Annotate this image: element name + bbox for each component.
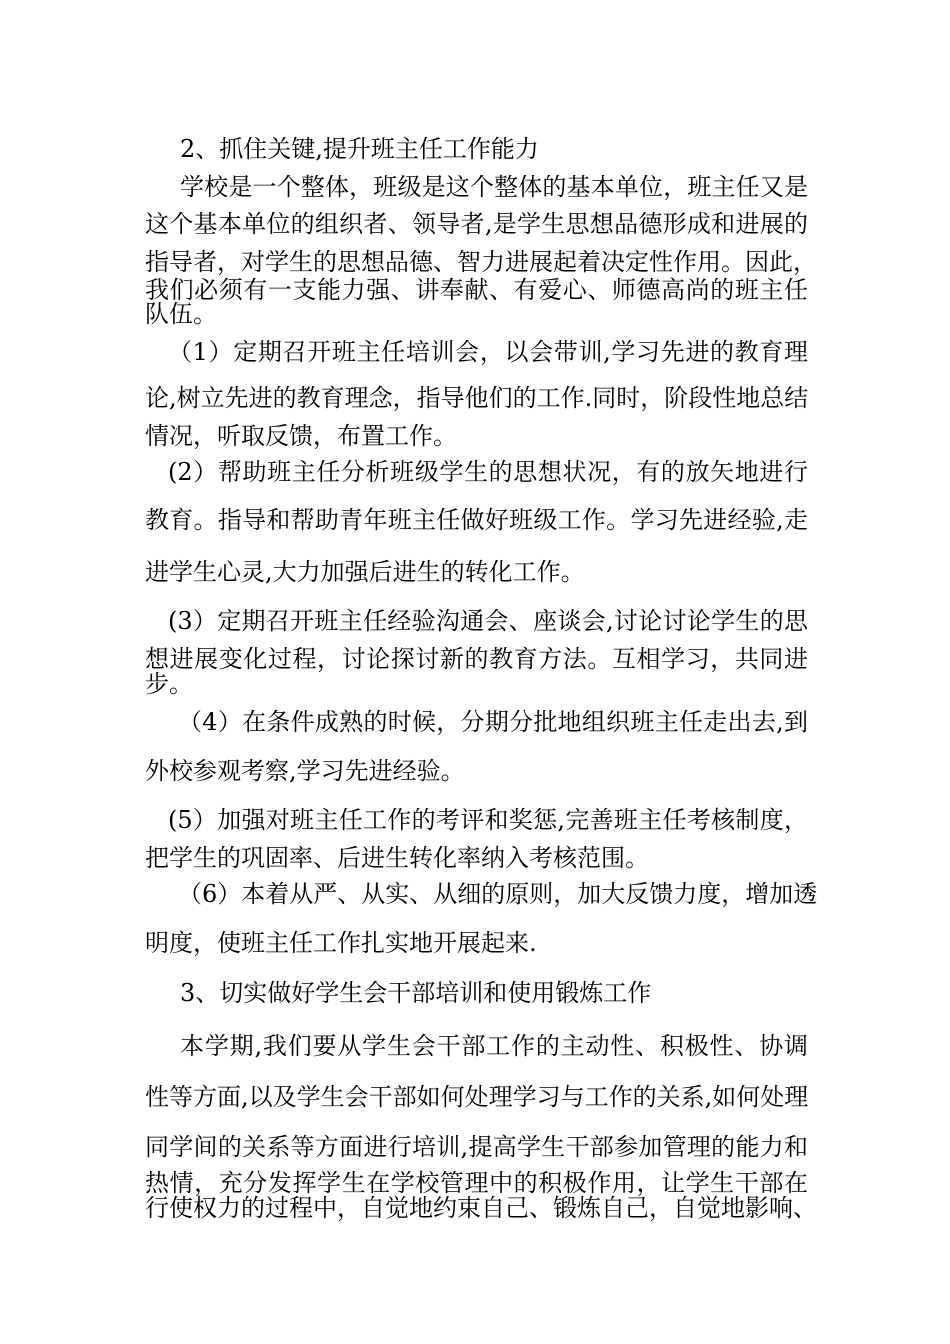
paragraph-line: 指导者，对学生的思想品德、智力进展起着决定性作用。因此， — [145, 248, 817, 276]
paragraph-line: 情况，听取反馈，布置工作。 — [145, 422, 457, 450]
paragraph-line: 学校是一个整体，班级是这个整体的基本单位，班主任又是 — [180, 173, 808, 201]
paragraph-line: 想进展变化过程，讨论探讨新的教育方法。互相学习，共同进 — [145, 645, 808, 673]
paragraph-line: 明度，使班主任工作扎实地开展起来. — [145, 929, 537, 957]
paragraph-line: 把学生的巩固率、后进生转化率纳入考核范围。 — [145, 844, 649, 872]
paragraph-line: 外校参观考察,学习先进经验。 — [145, 757, 465, 785]
paragraph-line: 教育。指导和帮助青年班主任做好班级工作。学习先进经验,走 — [145, 506, 808, 534]
paragraph-line: 同学间的关系等方面进行培训,提高学生干部参加管理的能力和 — [145, 1133, 808, 1161]
paragraph-line: 这个基本单位的组织者、领导者,是学生思想品德形成和进展的 — [145, 210, 808, 238]
paragraph-line: 论,树立先进的教育理念，指导他们的工作.同时，阶段性地总结 — [145, 384, 809, 412]
list-item-4: （4）在条件成熟的时候，分期分批地组织班主任走出去,到 — [178, 708, 808, 736]
paragraph-line: 行使权力的过程中，自觉地约束自己、锻炼自己，自觉地影响、 — [145, 1194, 817, 1222]
list-item-6: （6）本着从严、从实、从细的原则，加大反馈力度，增加透 — [178, 880, 818, 908]
heading-section-2: 2、抓住关键,提升班主任工作能力 — [180, 135, 539, 163]
paragraph-line: 队伍。 — [145, 300, 217, 328]
paragraph-line: 进学生心灵,大力加强后进生的转化工作。 — [145, 558, 585, 586]
list-item-5: (5）加强对班主任工作的考评和奖惩,完善班主任考核制度， — [168, 806, 808, 834]
list-item-1: （1）定期召开班主任培训会，以会带训,学习先进的教育理 — [168, 338, 808, 366]
paragraph-line: 我们必须有一支能力强、讲奉献、有爱心、师德高尚的班主任 — [145, 276, 808, 304]
paragraph-line: 步。 — [145, 670, 193, 698]
paragraph-line: 性等方面,以及学生会干部如何处理学习与工作的关系,如何处理 — [145, 1083, 809, 1111]
list-item-3: (3）定期召开班主任经验沟通会、座谈会,讨论讨论学生的思 — [168, 607, 808, 635]
list-item-2: (2）帮助班主任分析班级学生的思想状况，有的放矢地进行 — [168, 458, 808, 486]
heading-section-3: 3、切实做好学生会干部培训和使用锻炼工作 — [180, 979, 652, 1007]
paragraph-line: 本学期,我们要从学生会干部工作的主动性、积极性、协调 — [180, 1032, 808, 1060]
paragraph-line: 热情，充分发挥学生在学校管理中的积极作用，让学生干部在 — [145, 1169, 808, 1197]
